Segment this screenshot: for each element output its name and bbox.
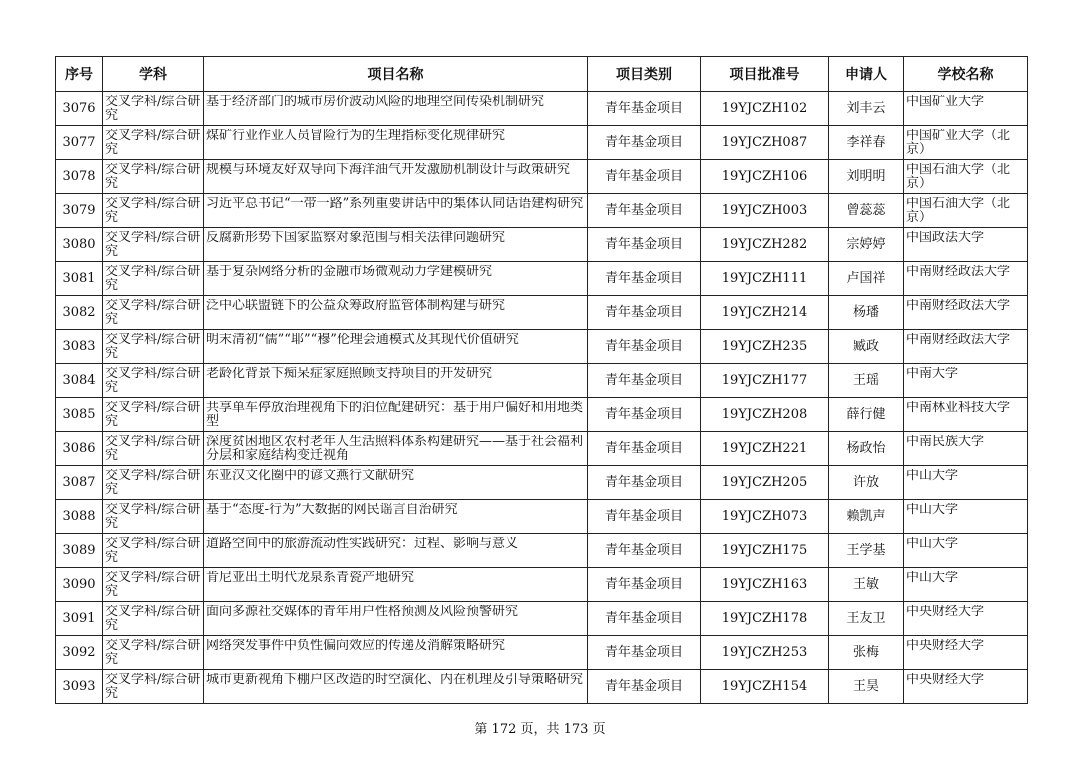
cell-subject	[103, 568, 204, 602]
cell-index: 3093	[56, 670, 103, 704]
cell-subject	[103, 602, 204, 636]
cell-school-name-text: 中国石油大学（北京）	[906, 196, 1011, 225]
cell-index: 3090	[56, 568, 103, 602]
cell-project-category: 青年基金项目	[588, 500, 701, 534]
cell-school-name-text: 中国政法大学	[906, 230, 985, 245]
cell-project-name-text: 明末清初“儒”“耶”“穆”伦理会通模式及其现代价值研究	[206, 332, 519, 347]
cell-school-name	[904, 568, 1028, 602]
cell-subject-text: 交叉学科/综合研究	[105, 366, 201, 395]
cell-project-category: 青年基金项目	[588, 262, 701, 296]
cell-subject	[103, 228, 204, 262]
cell-project-category: 青年基金项目	[588, 602, 701, 636]
cell-approval-number: 19YJCZH163	[701, 568, 829, 602]
cell-project-name	[204, 160, 588, 194]
cell-project-name	[204, 534, 588, 568]
cell-approval-number: 19YJCZH205	[701, 466, 829, 500]
table-row	[56, 126, 1028, 160]
cell-school-name-text: 中南财经政法大学	[906, 298, 1011, 313]
cell-school-name	[904, 500, 1028, 534]
cell-school-name-text: 中山大学	[906, 502, 959, 517]
cell-applicant: 张梅	[829, 636, 904, 670]
cell-approval-number: 19YJCZH154	[701, 670, 829, 704]
cell-project-category: 青年基金项目	[588, 398, 701, 432]
cell-applicant: 王学基	[829, 534, 904, 568]
cell-project-name	[204, 126, 588, 160]
cell-school-name	[904, 398, 1028, 432]
cell-school-name	[904, 534, 1028, 568]
cell-subject	[103, 160, 204, 194]
cell-project-name-text: 面向多源社交媒体的青年用户性格预测及风险预警研究	[206, 604, 519, 619]
cell-project-name-text: 道路空间中的旅游流动性实践研究：过程、影响与意义	[206, 536, 519, 551]
cell-applicant: 李祥春	[829, 126, 904, 160]
cell-approval-number: 19YJCZH235	[701, 330, 829, 364]
cell-index: 3088	[56, 500, 103, 534]
cell-index: 3091	[56, 602, 103, 636]
cell-subject-text: 交叉学科/综合研究	[105, 400, 201, 429]
cell-index: 3087	[56, 466, 103, 500]
header-subject: 学科	[103, 57, 204, 92]
cell-project-name-text: 基于复杂网络分析的金融市场微观动力学建模研究	[206, 264, 493, 279]
cell-subject-text: 交叉学科/综合研究	[105, 434, 201, 463]
cell-subject-text: 交叉学科/综合研究	[105, 196, 201, 225]
table-row	[56, 466, 1028, 500]
cell-subject	[103, 364, 204, 398]
cell-school-name-text: 中央财经大学	[906, 604, 985, 619]
cell-school-name-text: 中国石油大学（北京）	[906, 162, 1011, 191]
cell-subject	[103, 92, 204, 126]
cell-index: 3086	[56, 432, 103, 466]
cell-applicant: 曾蕊蕊	[829, 194, 904, 228]
cell-school-name-text: 中国矿业大学	[906, 94, 985, 109]
cell-project-name-text: 基于经济部门的城市房价波动风险的地理空间传染机制研究	[206, 94, 545, 109]
page-footer: 第 172 页，共 173 页	[474, 722, 606, 737]
cell-school-name	[904, 364, 1028, 398]
header-project-name: 项目名称	[204, 57, 588, 92]
cell-project-name-text: 反腐新形势下国家监察对象范围与相关法律问题研究	[206, 230, 506, 245]
cell-index: 3077	[56, 126, 103, 160]
cell-subject-text: 交叉学科/综合研究	[105, 604, 201, 633]
cell-index: 3076	[56, 92, 103, 126]
cell-approval-number: 19YJCZH214	[701, 296, 829, 330]
cell-project-category: 青年基金项目	[588, 330, 701, 364]
cell-school-name-text: 中央财经大学	[906, 672, 985, 687]
cell-subject	[103, 432, 204, 466]
cell-subject-text: 交叉学科/综合研究	[105, 672, 201, 701]
cell-school-name	[904, 160, 1028, 194]
cell-project-category: 青年基金项目	[588, 364, 701, 398]
cell-index: 3078	[56, 160, 103, 194]
cell-index: 3084	[56, 364, 103, 398]
cell-project-name-text: 泛中心联盟链下的公益众筹政府监管体制构建与研究	[206, 298, 506, 313]
table-row	[56, 228, 1028, 262]
cell-subject-text: 交叉学科/综合研究	[105, 298, 201, 327]
cell-approval-number: 19YJCZH178	[701, 602, 829, 636]
cell-project-name	[204, 432, 588, 466]
cell-applicant: 薛行健	[829, 398, 904, 432]
cell-subject-text: 交叉学科/综合研究	[105, 332, 201, 361]
cell-applicant: 卢国祥	[829, 262, 904, 296]
cell-subject	[103, 126, 204, 160]
cell-school-name-text: 中山大学	[906, 536, 959, 551]
cell-school-name	[904, 92, 1028, 126]
table-header-row	[56, 57, 1028, 92]
cell-subject-text: 交叉学科/综合研究	[105, 128, 201, 157]
cell-school-name	[904, 262, 1028, 296]
cell-applicant: 王瑶	[829, 364, 904, 398]
cell-project-name	[204, 670, 588, 704]
cell-subject	[103, 534, 204, 568]
cell-project-category: 青年基金项目	[588, 194, 701, 228]
cell-school-name	[904, 602, 1028, 636]
cell-applicant: 王昊	[829, 670, 904, 704]
cell-index: 3083	[56, 330, 103, 364]
cell-index: 3080	[56, 228, 103, 262]
cell-project-name	[204, 228, 588, 262]
table-row	[56, 296, 1028, 330]
cell-subject-text: 交叉学科/综合研究	[105, 536, 201, 565]
table-row	[56, 262, 1028, 296]
cell-school-name	[904, 194, 1028, 228]
cell-project-name	[204, 636, 588, 670]
cell-project-name-text: 肯尼亚出土明代龙泉系青瓷产地研究	[206, 570, 415, 585]
table-row	[56, 92, 1028, 126]
cell-subject	[103, 636, 204, 670]
cell-applicant: 王友卫	[829, 602, 904, 636]
cell-applicant: 王敏	[829, 568, 904, 602]
cell-approval-number: 19YJCZH003	[701, 194, 829, 228]
cell-subject-text: 交叉学科/综合研究	[105, 264, 201, 293]
cell-applicant: 臧政	[829, 330, 904, 364]
cell-school-name-text: 中南大学	[906, 366, 959, 381]
cell-subject-text: 交叉学科/综合研究	[105, 502, 201, 531]
cell-school-name-text: 中南林业科技大学	[906, 400, 1011, 415]
cell-approval-number: 19YJCZH208	[701, 398, 829, 432]
cell-approval-number: 19YJCZH253	[701, 636, 829, 670]
cell-project-category: 青年基金项目	[588, 636, 701, 670]
cell-school-name-text: 中山大学	[906, 468, 959, 483]
cell-project-name	[204, 262, 588, 296]
cell-subject	[103, 466, 204, 500]
cell-project-name	[204, 296, 588, 330]
cell-project-category: 青年基金项目	[588, 534, 701, 568]
cell-project-category: 青年基金项目	[588, 228, 701, 262]
cell-project-category: 青年基金项目	[588, 670, 701, 704]
cell-project-name-text: 习近平总书记“一带一路”系列重要讲话中的集体认同话语建构研究	[206, 196, 584, 211]
cell-subject	[103, 194, 204, 228]
table-row	[56, 432, 1028, 466]
cell-project-category: 青年基金项目	[588, 160, 701, 194]
cell-project-name-text: 深度贫困地区农村老年人生活照料体系构建研究——基于社会福利分层和家庭结构变迁视角	[206, 434, 584, 463]
cell-applicant: 杨璠	[829, 296, 904, 330]
cell-project-category: 青年基金项目	[588, 466, 701, 500]
cell-subject	[103, 330, 204, 364]
cell-project-name-text: 网络突发事件中负性偏向效应的传递及消解策略研究	[206, 638, 506, 653]
cell-project-name	[204, 466, 588, 500]
cell-index: 3085	[56, 398, 103, 432]
cell-project-name	[204, 500, 588, 534]
project-table-page	[55, 56, 1027, 704]
header-approval-number: 项目批准号	[701, 57, 829, 92]
cell-approval-number: 19YJCZH102	[701, 92, 829, 126]
cell-project-name-text: 老龄化背景下痴呆症家庭照顾支持项目的开发研究	[206, 366, 493, 381]
cell-subject-text: 交叉学科/综合研究	[105, 230, 201, 259]
cell-approval-number: 19YJCZH073	[701, 500, 829, 534]
cell-project-category: 青年基金项目	[588, 92, 701, 126]
cell-project-category: 青年基金项目	[588, 432, 701, 466]
cell-approval-number: 19YJCZH111	[701, 262, 829, 296]
table-row	[56, 602, 1028, 636]
cell-project-category: 青年基金项目	[588, 126, 701, 160]
cell-project-name	[204, 194, 588, 228]
cell-approval-number: 19YJCZH221	[701, 432, 829, 466]
cell-approval-number: 19YJCZH087	[701, 126, 829, 160]
cell-project-category: 青年基金项目	[588, 296, 701, 330]
cell-index: 3089	[56, 534, 103, 568]
cell-index: 3081	[56, 262, 103, 296]
cell-subject-text: 交叉学科/综合研究	[105, 638, 201, 667]
cell-school-name	[904, 296, 1028, 330]
table-row	[56, 330, 1028, 364]
table-row	[56, 568, 1028, 602]
cell-school-name-text: 中南民族大学	[906, 434, 985, 449]
cell-school-name	[904, 330, 1028, 364]
cell-approval-number: 19YJCZH282	[701, 228, 829, 262]
cell-school-name	[904, 466, 1028, 500]
cell-project-name	[204, 364, 588, 398]
cell-school-name	[904, 432, 1028, 466]
table-row	[56, 194, 1028, 228]
table-row	[56, 500, 1028, 534]
cell-subject	[103, 296, 204, 330]
cell-subject-text: 交叉学科/综合研究	[105, 162, 201, 191]
cell-approval-number: 19YJCZH177	[701, 364, 829, 398]
cell-index: 3092	[56, 636, 103, 670]
cell-school-name	[904, 670, 1028, 704]
cell-school-name-text: 中央财经大学	[906, 638, 985, 653]
cell-index: 3079	[56, 194, 103, 228]
cell-applicant: 宗婷婷	[829, 228, 904, 262]
cell-project-category: 青年基金项目	[588, 568, 701, 602]
header-project-category: 项目类别	[588, 57, 701, 92]
cell-project-name-text: 规模与环境友好双导向下海洋油气开发激励机制设计与政策研究	[206, 162, 571, 177]
cell-subject-text: 交叉学科/综合研究	[105, 570, 201, 599]
cell-project-name	[204, 398, 588, 432]
cell-project-name-text: 基于“态度-行为”大数据的网民谣言自治研究	[206, 502, 458, 517]
header-applicant: 申请人	[829, 57, 904, 92]
cell-project-name	[204, 330, 588, 364]
cell-applicant: 许放	[829, 466, 904, 500]
table-row	[56, 364, 1028, 398]
cell-applicant: 杨政怡	[829, 432, 904, 466]
cell-approval-number: 19YJCZH175	[701, 534, 829, 568]
cell-subject-text: 交叉学科/综合研究	[105, 468, 201, 497]
cell-school-name	[904, 636, 1028, 670]
cell-subject-text: 交叉学科/综合研究	[105, 94, 201, 123]
cell-index: 3082	[56, 296, 103, 330]
cell-subject	[103, 262, 204, 296]
cell-project-name-text: 东亚汉文化圈中的谚文燕行文献研究	[206, 468, 415, 483]
cell-school-name-text: 中南财经政法大学	[906, 332, 1011, 347]
table-row	[56, 398, 1028, 432]
cell-project-name	[204, 568, 588, 602]
cell-project-name	[204, 602, 588, 636]
cell-school-name	[904, 126, 1028, 160]
cell-subject	[103, 500, 204, 534]
cell-subject	[103, 670, 204, 704]
table-row	[56, 670, 1028, 704]
cell-applicant: 刘丰云	[829, 92, 904, 126]
cell-school-name	[904, 228, 1028, 262]
cell-project-name-text: 煤矿行业作业人员冒险行为的生理指标变化规律研究	[206, 128, 506, 143]
cell-project-name-text: 城市更新视角下棚户区改造的时空演化、内在机理及引导策略研究	[206, 672, 584, 687]
table-row	[56, 534, 1028, 568]
cell-applicant: 刘明明	[829, 160, 904, 194]
table-row	[56, 160, 1028, 194]
cell-subject	[103, 398, 204, 432]
project-table	[55, 56, 1028, 704]
cell-project-name	[204, 92, 588, 126]
header-school-name: 学校名称	[904, 57, 1028, 92]
cell-project-name-text: 共享单车停放治理视角下的泊位配建研究：基于用户偏好和用地类型	[206, 400, 584, 429]
cell-school-name-text: 中山大学	[906, 570, 959, 585]
cell-school-name-text: 中国矿业大学（北京）	[906, 128, 1011, 157]
cell-approval-number: 19YJCZH106	[701, 160, 829, 194]
header-index: 序号	[56, 57, 103, 92]
cell-applicant: 赖凯声	[829, 500, 904, 534]
cell-school-name-text: 中南财经政法大学	[906, 264, 1011, 279]
table-row	[56, 636, 1028, 670]
